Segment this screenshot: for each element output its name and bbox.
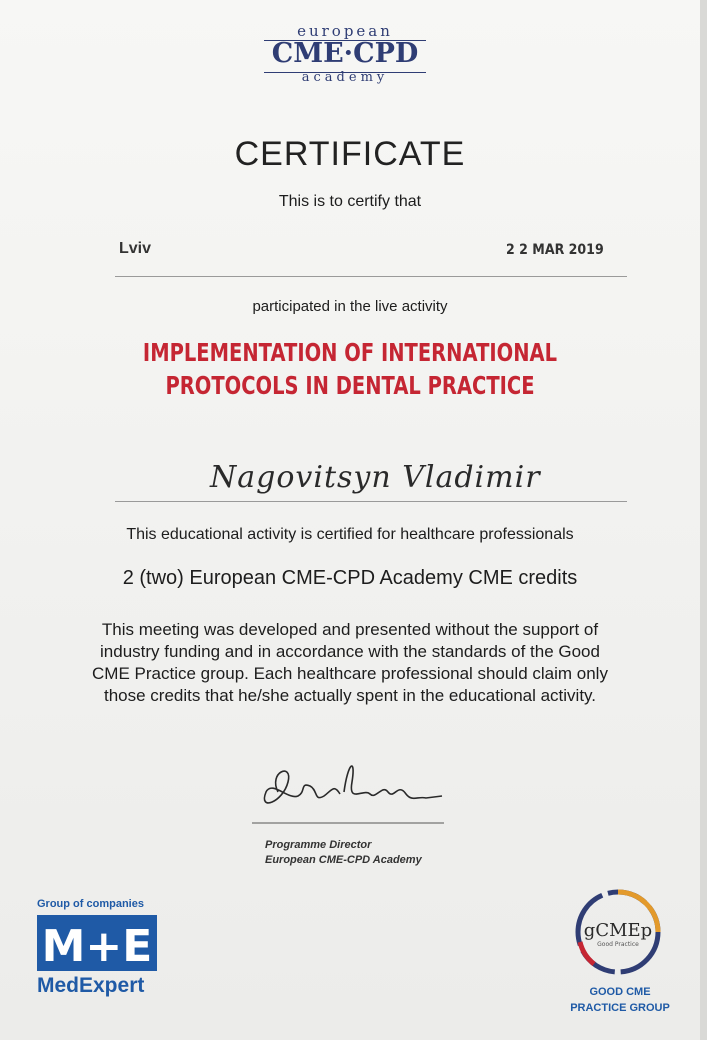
group-label: Group of companies	[37, 898, 144, 910]
note-line: those credits that he/she actually spent in the educational activity.	[103, 686, 597, 705]
gcme-mark-text: gCMEp	[583, 920, 653, 941]
note-line: CME Practice group. Each healthcare professional should claim only	[92, 664, 608, 683]
page-edge	[700, 0, 707, 1040]
note-line: industry funding and in accordance with the standards of the Good	[100, 642, 600, 661]
credits-line: 2 (two) European CME-CPD Academy CME credits	[122, 567, 578, 589]
divider-name	[115, 501, 627, 502]
signature-stroke-1	[264, 771, 340, 803]
disclaimer-note	[0, 619, 700, 707]
director-role: Programme Director	[265, 839, 372, 851]
gcme-sub-text: Good Practice	[597, 941, 639, 948]
signature-stroke-2	[344, 766, 442, 798]
gcme-logo	[574, 888, 662, 976]
note-line: This meeting was developed and presented without the support of	[101, 620, 599, 639]
academy-logo	[240, 0, 450, 90]
activity-title	[77, 336, 623, 402]
logo-cme-cpd: CME·CPD	[271, 38, 419, 69]
certificate-title: CERTIFICATE	[234, 135, 466, 173]
gcme-ring-accent-red	[580, 942, 594, 964]
logo-academy: academy	[301, 70, 389, 85]
date-stamp: 2 2 MAR 2019	[506, 242, 604, 258]
certify-line: This is to certify that	[278, 193, 422, 210]
medexpert-logo	[37, 915, 157, 971]
medexpert-logo-text: M+E	[41, 921, 153, 971]
activity-title-line-1: IMPLEMENTATION OF INTERNATIONAL	[142, 338, 558, 367]
gcme-label-line-1: GOOD CME	[589, 986, 651, 998]
activity-title-line-2: PROTOCOLS IN DENTAL PRACTICE	[165, 371, 535, 400]
participant-name: Nagovitsyn Vladimir	[210, 460, 541, 495]
participated-line: participated in the live activity	[252, 298, 448, 315]
director-organization: European CME-CPD Academy	[265, 854, 422, 866]
logo-european: european	[297, 22, 393, 40]
divider-top	[115, 276, 627, 277]
director-signature	[248, 752, 448, 828]
medexpert-name: MedExpert	[37, 974, 145, 997]
city: Lviv	[119, 240, 152, 257]
educational-line: This educational activity is certified for healthcare professionals	[126, 526, 574, 543]
gcme-label-line-2: PRACTICE GROUP	[570, 1002, 670, 1014]
